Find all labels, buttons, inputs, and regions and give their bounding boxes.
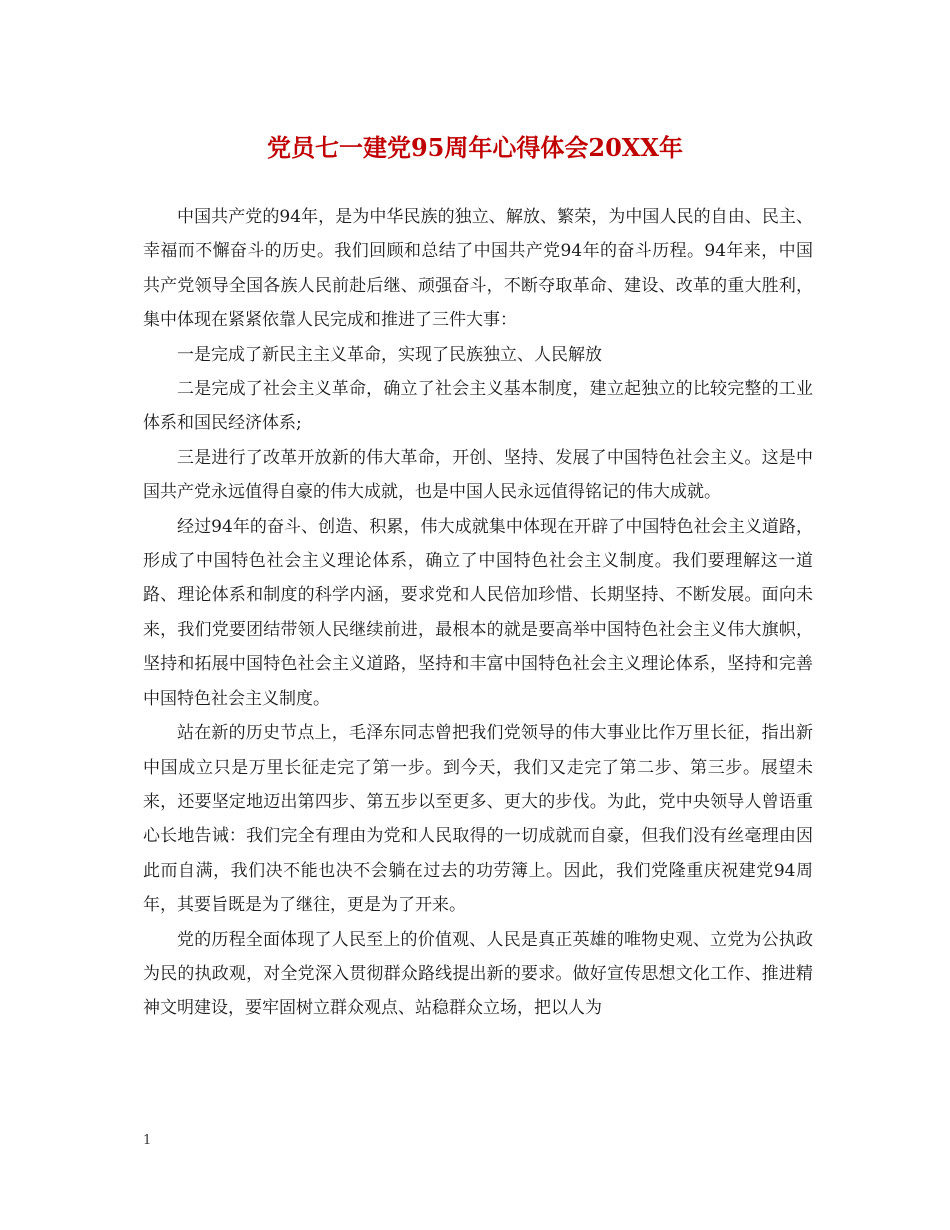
paragraph: 一是完成了新民主主义革命，实现了民族独立、人民解放 bbox=[177, 344, 602, 365]
document-body bbox=[143, 200, 813, 1026]
paragraph: 三是进行了改革开放新的伟大革命，开创、坚持、发展了中国特色社会主义。这是中国共产党永远值得自豪的伟大成就，也是中国人民永远值得铭记的伟大成就。 bbox=[143, 447, 813, 503]
document-title: 党员七一建党95周年心得体会20XX年 bbox=[266, 133, 684, 162]
paragraph: 中国共产党的94年，是为中华民族的独立、解放、繁荣，为中国人民的自由、民主、幸福而不懈奋斗的历史。我们回顾和总结了中国共产党94年的奋斗历程。94年来，中国共产党领导全国各族人民前赴后继、顽强奋斗，不断夺取革命、建设、改革的重大胜利，集中体现在紧紧依靠人民完成和推进了三件大事： bbox=[143, 207, 813, 331]
paragraph: 经过94年的奋斗、创造、积累，伟大成就集中体现在开辟了中国特色社会主义道路，形成了中国特色社会主义理论体系，确立了中国特色社会主义制度。我们要理解这一道路、理论体系和制度的科学内涵，要求党和人民倍加珍惜、长期坚持、不断发展。面向未来，我们党要团结带领人民继续前进，最根本的就是要高举中国特色社会主义伟大旗帜，坚持和拓展中国特色社会主义道路，坚持和丰富中国特色社会主义理论体系，坚持和完善中国特色社会主义制度。 bbox=[143, 516, 813, 709]
page-number: 1 bbox=[143, 1133, 152, 1148]
paragraph: 党的历程全面体现了人民至上的价值观、人民是真正英雄的唯物史观、立党为公执政为民的执政观，对全党深入贯彻群众路线提出新的要求。做好宣传思想文化工作、推进精神文明建设，要牢固树立群众观点、站稳群众立场，把以人为 bbox=[143, 929, 813, 1019]
paragraph: 二是完成了社会主义革命，确立了社会主义基本制度，建立起独立的比较完整的工业体系和国民经济体系; bbox=[143, 379, 813, 434]
paragraph: 站在新的历史节点上，毛泽东同志曾把我们党领导的伟大事业比作万里长征，指出新中国成立只是万里长征走完了第一步。到今天，我们又走完了第二步、第三步。展望未来，还要坚定地迈出第四步、第五步以至更多、更大的步伐。为此，党中央领导人曾语重心长地告诫：我们完全有理由为党和人民取得的一切成就而自豪，但我们没有丝毫理由因此而自满，我们决不能也决不会躺在过去的功劳簿上。因此，我们党隆重庆祝建党94周年，其要旨既是为了继往，更是为了开来。 bbox=[143, 723, 813, 916]
